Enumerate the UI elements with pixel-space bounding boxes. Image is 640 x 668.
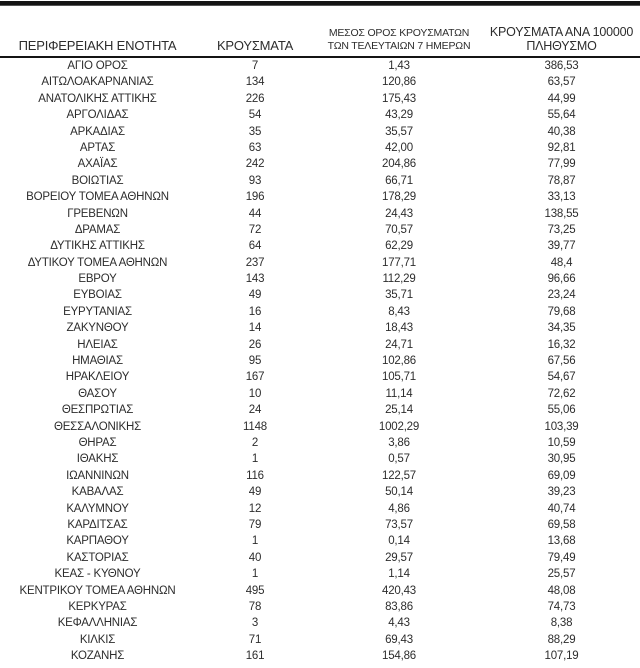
cell-avg7: 43,29 bbox=[385, 109, 413, 122]
table-row bbox=[0, 320, 640, 336]
column-header-avg-7-days-line1: ΜΕΣΟΣ ΟΡΟΣ ΚΡΟΥΣΜΑΤΩΝ bbox=[328, 27, 470, 39]
cell-cases: 78 bbox=[248, 600, 262, 613]
cell-region: ΖΑΚΥΝΘΟΥ bbox=[66, 322, 129, 335]
table-row bbox=[0, 648, 640, 664]
cell-per100k: 55,06 bbox=[547, 404, 576, 417]
cell-region: ΚΑΡΠΑΘΟΥ bbox=[66, 535, 129, 548]
table-row bbox=[0, 304, 640, 320]
table-header-row bbox=[0, 6, 640, 58]
table-row bbox=[0, 58, 640, 74]
cell-per100k: 10,59 bbox=[547, 436, 576, 449]
cell-per100k: 13,68 bbox=[547, 535, 576, 548]
cell-cases: 226 bbox=[245, 92, 265, 105]
table-row bbox=[0, 419, 640, 435]
table-row bbox=[0, 632, 640, 648]
cell-avg7: 66,71 bbox=[385, 174, 413, 187]
table-row bbox=[0, 615, 640, 631]
cell-per100k: 30,95 bbox=[547, 453, 576, 466]
cell-region: ΑΧΑΪΑΣ bbox=[77, 158, 118, 171]
cell-cases: 2 bbox=[251, 436, 259, 449]
cell-avg7: 83,86 bbox=[385, 600, 413, 613]
table-row bbox=[0, 156, 640, 172]
column-header-avg-7-days-line2: ΤΩΝ ΤΕΛΕΥΤΑΙΩΝ 7 ΗΜΕΡΩΝ bbox=[327, 40, 471, 52]
cell-region: ΗΜΑΘΙΑΣ bbox=[72, 355, 123, 368]
cell-cases: 495 bbox=[245, 584, 265, 597]
cell-per100k: 96,66 bbox=[547, 273, 576, 286]
cell-cases: 143 bbox=[245, 273, 265, 286]
cell-region: ΒΟΡΕΙΟΥ ΤΟΜΕΑ ΑΘΗΝΩΝ bbox=[26, 191, 169, 204]
cell-per100k: 40,74 bbox=[547, 502, 576, 515]
cell-avg7: 8,43 bbox=[388, 305, 410, 318]
cell-region: ΕΥΒΟΙΑΣ bbox=[73, 289, 122, 302]
cell-per100k: 79,68 bbox=[547, 305, 576, 318]
column-header-regional-unit: ΠΕΡΙΦΕΡΕΙΑΚΗ ΕΝΟΤΗΤΑ bbox=[18, 38, 177, 53]
table-row bbox=[0, 517, 640, 533]
column-header-cases: ΚΡΟΥΣΜΑΤΑ bbox=[216, 38, 294, 53]
table-row bbox=[0, 91, 640, 107]
cell-region: ΚΑΣΤΟΡΙΑΣ bbox=[66, 551, 129, 564]
cell-region: ΚΑΛΥΜΝΟΥ bbox=[66, 502, 129, 515]
table-row bbox=[0, 501, 640, 517]
cell-cases: 79 bbox=[248, 518, 262, 531]
cell-region: ΑΡΚΑΔΙΑΣ bbox=[70, 125, 125, 138]
cell-per100k: 48,08 bbox=[547, 584, 576, 597]
cell-region: ΔΡΑΜΑΣ bbox=[74, 223, 121, 236]
cell-cases: 10 bbox=[248, 387, 262, 400]
table-row bbox=[0, 369, 640, 385]
cell-region: ΙΩΑΝΝΙΝΩΝ bbox=[66, 469, 129, 482]
cell-per100k: 69,58 bbox=[547, 518, 576, 531]
cell-avg7: 120,86 bbox=[382, 76, 416, 89]
cell-per100k: 39,23 bbox=[547, 486, 576, 499]
cell-per100k: 55,64 bbox=[547, 109, 576, 122]
cell-region: ΙΘΑΚΗΣ bbox=[76, 453, 119, 466]
cell-region: ΑΡΤΑΣ bbox=[79, 141, 116, 154]
cell-region: ΑΝΑΤΟΛΙΚΗΣ ΑΤΤΙΚΗΣ bbox=[38, 92, 157, 105]
table-row bbox=[0, 599, 640, 615]
cell-per100k: 44,99 bbox=[547, 92, 576, 105]
cell-avg7: 112,29 bbox=[382, 273, 416, 286]
cell-per100k: 54,67 bbox=[547, 371, 576, 384]
cell-avg7: 3,86 bbox=[388, 436, 410, 449]
cell-avg7: 420,43 bbox=[382, 584, 416, 597]
table-row bbox=[0, 140, 640, 156]
cell-per100k: 73,25 bbox=[547, 223, 576, 236]
table-row bbox=[0, 566, 640, 582]
cell-cases: 134 bbox=[245, 76, 265, 89]
cell-cases: 95 bbox=[248, 355, 262, 368]
cell-cases: 26 bbox=[248, 338, 262, 351]
cell-avg7: 35,71 bbox=[385, 289, 413, 302]
cell-region: ΑΡΓΟΛΙΔΑΣ bbox=[66, 109, 129, 122]
cell-cases: 14 bbox=[248, 322, 262, 335]
cell-cases: 1 bbox=[251, 568, 259, 581]
cell-avg7: 4,43 bbox=[388, 617, 410, 630]
cell-cases: 116 bbox=[246, 469, 264, 482]
cell-per100k: 107,19 bbox=[544, 650, 579, 663]
table-row bbox=[0, 206, 640, 222]
cell-per100k: 386,53 bbox=[544, 60, 579, 72]
cell-region: ΕΥΡΥΤΑΝΙΑΣ bbox=[63, 305, 132, 318]
cell-per100k: 16,32 bbox=[547, 338, 576, 351]
table-row bbox=[0, 386, 640, 402]
cell-cases: 1 bbox=[251, 535, 259, 548]
cell-avg7: 178,29 bbox=[382, 191, 416, 204]
column-header-cases-per-100000-line2: ΠΛΗΘΥΣΜΟ bbox=[526, 39, 597, 53]
cell-cases: 49 bbox=[248, 486, 262, 499]
cell-cases: 54 bbox=[248, 109, 262, 122]
table-row bbox=[0, 550, 640, 566]
cell-avg7: 24,71 bbox=[385, 338, 413, 351]
table-row bbox=[0, 271, 640, 287]
cell-cases: 167 bbox=[245, 371, 265, 384]
cell-avg7: 24,43 bbox=[385, 207, 413, 220]
cell-region: ΗΛΕΙΑΣ bbox=[77, 338, 118, 351]
cell-per100k: 33,13 bbox=[547, 191, 576, 204]
cell-avg7: 102,86 bbox=[382, 355, 416, 368]
cell-cases: 71 bbox=[248, 633, 262, 646]
column-header-cases-per-100000 bbox=[483, 25, 640, 56]
cell-per100k: 40,38 bbox=[547, 125, 576, 138]
cell-avg7: 1,14 bbox=[388, 568, 410, 581]
cell-per100k: 88,29 bbox=[547, 633, 576, 646]
cell-cases: 12 bbox=[248, 502, 262, 515]
cell-region: ΚΟΖΑΝΗΣ bbox=[70, 650, 125, 663]
table-row bbox=[0, 255, 640, 271]
cell-avg7: 73,57 bbox=[385, 518, 413, 531]
cell-cases: 196 bbox=[245, 191, 265, 204]
cell-region: ΘΕΣΣΑΛΟΝΙΚΗΣ bbox=[53, 420, 142, 433]
table-row bbox=[0, 222, 640, 238]
cell-region: ΘΕΣΠΡΩΤΙΑΣ bbox=[61, 404, 134, 417]
cell-per100k: 67,56 bbox=[547, 355, 576, 368]
cell-region: ΗΡΑΚΛΕΙΟΥ bbox=[65, 371, 130, 384]
table-row bbox=[0, 533, 640, 549]
table-row bbox=[0, 107, 640, 123]
table-row bbox=[0, 287, 640, 303]
cell-per100k: 25,57 bbox=[547, 568, 576, 581]
cell-cases: 1 bbox=[251, 453, 259, 466]
cell-per100k: 63,57 bbox=[547, 76, 576, 89]
cell-cases: 3 bbox=[251, 617, 259, 630]
cell-avg7: 69,43 bbox=[385, 633, 413, 646]
cell-region: ΒΟΙΩΤΙΑΣ bbox=[71, 174, 124, 187]
table-row bbox=[0, 583, 640, 599]
table-row bbox=[0, 435, 640, 451]
cell-avg7: 35,57 bbox=[385, 125, 413, 138]
cell-cases: 237 bbox=[245, 256, 265, 269]
cell-region: ΘΑΣΟΥ bbox=[78, 387, 117, 400]
table-row bbox=[0, 353, 640, 369]
cell-cases: 64 bbox=[248, 240, 262, 253]
cell-region: ΚΕΦΑΛΛΗΝΙΑΣ bbox=[57, 617, 138, 630]
cell-per100k: 74,73 bbox=[547, 600, 576, 613]
cell-region: ΘΗΡΑΣ bbox=[78, 436, 117, 449]
cell-per100k: 77,99 bbox=[547, 158, 576, 171]
cell-avg7: 1,43 bbox=[388, 60, 410, 72]
cell-per100k: 138,55 bbox=[544, 207, 579, 220]
table-row bbox=[0, 173, 640, 189]
cell-per100k: 72,62 bbox=[547, 387, 576, 400]
cell-region: ΚΙΛΚΙΣ bbox=[79, 633, 116, 646]
cell-region: ΚΕΝΤΡΙΚΟΥ ΤΟΜΕΑ ΑΘΗΝΩΝ bbox=[19, 584, 176, 597]
cell-avg7: 122,57 bbox=[382, 469, 416, 482]
cell-avg7: 4,86 bbox=[388, 502, 410, 515]
column-header-cases-per-100000-line1: ΚΡΟΥΣΜΑΤΑ ΑΝΑ 100000 bbox=[489, 25, 634, 39]
table-row bbox=[0, 484, 640, 500]
cell-avg7: 177,71 bbox=[382, 256, 416, 269]
cell-avg7: 18,43 bbox=[385, 322, 413, 335]
cell-region: ΔΥΤΙΚΟΥ ΤΟΜΕΑ ΑΘΗΝΩΝ bbox=[27, 256, 168, 269]
table-row bbox=[0, 337, 640, 353]
cell-region: ΚΑΒΑΛΑΣ bbox=[71, 486, 124, 499]
cell-avg7: 175,43 bbox=[382, 92, 416, 105]
cell-per100k: 34,35 bbox=[547, 322, 576, 335]
table-row bbox=[0, 468, 640, 484]
cell-cases: 49 bbox=[248, 289, 262, 302]
cell-per100k: 79,49 bbox=[547, 551, 576, 564]
cell-avg7: 25,14 bbox=[385, 404, 413, 417]
cell-avg7: 11,14 bbox=[385, 387, 413, 400]
cell-cases: 16 bbox=[248, 305, 262, 318]
table-row bbox=[0, 402, 640, 418]
table-row bbox=[0, 451, 640, 467]
cell-avg7: 62,29 bbox=[385, 240, 413, 253]
table-body bbox=[0, 58, 640, 664]
cell-per100k: 48,4 bbox=[550, 256, 573, 269]
cell-cases: 40 bbox=[248, 551, 262, 564]
cell-region: ΚΕΡΚΥΡΑΣ bbox=[68, 600, 127, 613]
cell-per100k: 103,39 bbox=[544, 420, 579, 433]
table-row bbox=[0, 238, 640, 254]
cell-avg7: 70,57 bbox=[385, 223, 413, 236]
cell-per100k: 92,81 bbox=[547, 141, 576, 154]
cell-cases: 72 bbox=[248, 223, 262, 236]
cell-cases: 44 bbox=[248, 207, 262, 220]
cell-region: ΓΡΕΒΕΝΩΝ bbox=[67, 207, 128, 220]
cell-avg7: 204,86 bbox=[382, 158, 416, 171]
cell-avg7: 0,14 bbox=[388, 535, 410, 548]
cell-avg7: 0,57 bbox=[388, 453, 410, 466]
table-row bbox=[0, 189, 640, 205]
cell-avg7: 50,14 bbox=[385, 486, 413, 499]
cell-region: ΚΕΑΣ - ΚΥΘΝΟΥ bbox=[54, 568, 141, 581]
cell-region: ΚΑΡΔΙΤΣΑΣ bbox=[67, 518, 128, 531]
cell-per100k: 8,38 bbox=[550, 617, 573, 630]
cell-avg7: 29,57 bbox=[385, 551, 413, 564]
cell-cases: 242 bbox=[245, 158, 265, 171]
cell-per100k: 39,77 bbox=[547, 240, 576, 253]
cell-cases: 35 bbox=[248, 125, 262, 138]
cell-avg7: 1002,29 bbox=[378, 420, 420, 433]
cell-cases: 24 bbox=[248, 404, 262, 417]
cell-cases: 63 bbox=[248, 141, 262, 154]
cell-per100k: 78,87 bbox=[547, 174, 576, 187]
cell-avg7: 154,86 bbox=[382, 650, 416, 663]
cell-avg7: 42,00 bbox=[385, 141, 413, 154]
cell-per100k: 23,24 bbox=[547, 289, 576, 302]
cell-region: ΔΥΤΙΚΗΣ ΑΤΤΙΚΗΣ bbox=[50, 240, 145, 253]
cell-region: ΑΓΙΟ ΟΡΟΣ bbox=[67, 60, 128, 72]
table-row bbox=[0, 124, 640, 140]
cell-cases: 93 bbox=[248, 174, 262, 187]
column-header-avg-7-days bbox=[315, 27, 483, 56]
cell-per100k: 69,09 bbox=[547, 469, 576, 482]
cell-cases: 1148 bbox=[243, 420, 267, 433]
cell-avg7: 105,71 bbox=[382, 371, 416, 384]
cell-cases: 161 bbox=[245, 650, 265, 663]
table-row bbox=[0, 74, 640, 90]
cell-region: ΑΙΤΩΛΟΑΚΑΡΝΑΝΙΑΣ bbox=[41, 76, 154, 89]
cell-region: ΕΒΡΟΥ bbox=[78, 273, 117, 286]
cell-cases: 7 bbox=[251, 60, 259, 72]
